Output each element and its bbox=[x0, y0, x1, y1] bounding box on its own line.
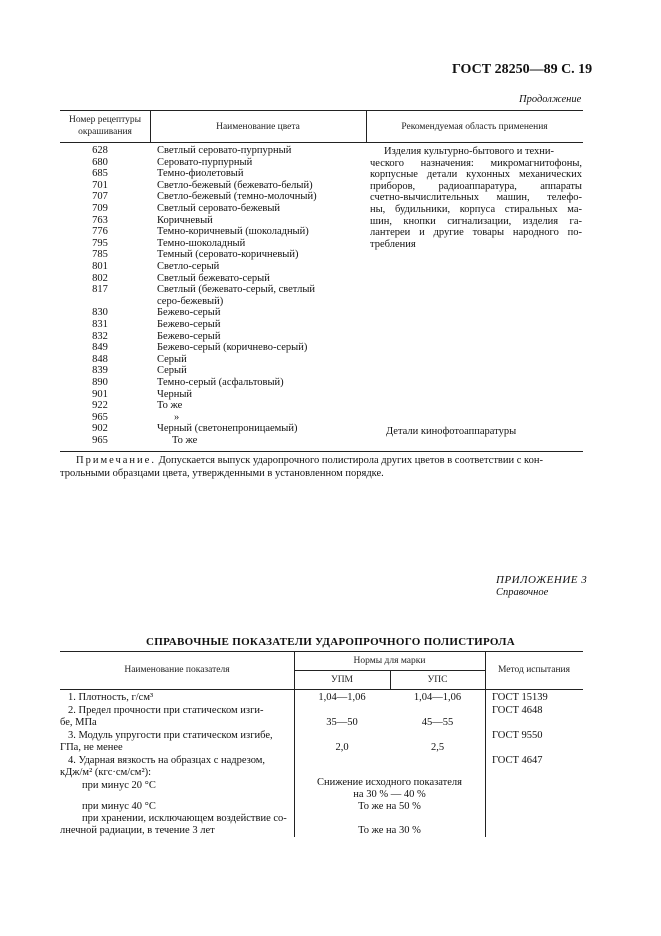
ref-header-norm: Нормы для марки bbox=[353, 656, 426, 666]
ref-header-method: Метод испытания bbox=[497, 665, 571, 675]
color-row-code: 801 bbox=[92, 261, 108, 272]
color-row-code: 849 bbox=[92, 342, 108, 354]
color-row-code: 785 bbox=[92, 249, 108, 261]
ref-row-4-val-2: То же на 50 % bbox=[358, 801, 421, 812]
ref-row-4-sub-2: при минус 40 °С bbox=[82, 801, 156, 812]
color-table-header-rule bbox=[60, 142, 583, 143]
appendix-subtitle: Справочное bbox=[496, 587, 549, 598]
color-row-name: Коричневый bbox=[157, 214, 213, 226]
note-text-2: трольными образцами цвета, утвержденными в установленном порядке. bbox=[60, 468, 384, 479]
color-row-name: То же bbox=[172, 435, 198, 446]
color-row-code: 776 bbox=[92, 226, 108, 238]
color-row-name: То же bbox=[157, 400, 183, 412]
color-row-code: 839 bbox=[92, 365, 108, 377]
color-row-name: Бежево-серый bbox=[157, 307, 221, 319]
ref-row-4-sub-3b: лнечной радиации, в течение 3 лет bbox=[60, 825, 215, 836]
color-row-name: Темный (серовато-коричневый) bbox=[157, 249, 299, 261]
color-row-name: » bbox=[174, 411, 180, 423]
ref-body-divider-1 bbox=[294, 689, 295, 837]
color-row-code: 922 bbox=[92, 400, 108, 412]
color-row-code: 709 bbox=[92, 203, 108, 214]
continuation-label: Продолжение bbox=[519, 94, 582, 105]
color-row-name: Темно-серый (асфальтовый) bbox=[157, 377, 284, 388]
appendix-title: ПРИЛОЖЕНИЕ 3 bbox=[496, 574, 588, 586]
color-row-code: 901 bbox=[92, 388, 108, 400]
color-row-code: 685 bbox=[92, 168, 108, 180]
ref-row-4-sub-1: при минус 20 °С bbox=[82, 780, 156, 791]
color-row-name: Черный (светонепроницаемый) bbox=[157, 423, 298, 435]
color-table-header-code: Номер рецептуры окрашивания bbox=[68, 115, 142, 137]
color-row-code: 830 bbox=[92, 307, 108, 319]
note bbox=[76, 455, 543, 466]
ref-row-4-name-2: кДж/м² (кгс·см/см²): bbox=[60, 767, 152, 778]
color-row-name: Светлый серовато-бежевый bbox=[157, 203, 281, 214]
ref-table-header-rule bbox=[60, 689, 583, 690]
ref-row-4-name-1: 4. Ударная вязкость на образцах с надрезом, bbox=[68, 755, 266, 766]
ref-row-1-upm: 1,04—1,06 bbox=[318, 692, 366, 703]
ref-row-1-method: ГОСТ 15139 bbox=[492, 692, 548, 703]
color-table-top-rule bbox=[60, 110, 583, 111]
color-table-header-name: Наименование цвета bbox=[216, 122, 300, 132]
ref-row-4-method: ГОСТ 4647 bbox=[492, 755, 543, 766]
ref-row-3-name-2: ГПа, не менее bbox=[60, 742, 123, 753]
color-row-name: Светло-бежевый (бежевато-белый) bbox=[157, 179, 313, 191]
color-row-code: 902 bbox=[92, 423, 108, 435]
note-label: Примечание. bbox=[76, 455, 156, 466]
ref-row-4-val-1a: Снижение исходного показателя bbox=[317, 777, 462, 788]
color-row-name: Бежево-серый bbox=[157, 319, 221, 330]
color-row-name: Светлый (бежевато-серый, светлый bbox=[157, 284, 316, 296]
ref-row-4-sub-3a: при хранении, исключающем воздействие со- bbox=[82, 813, 287, 824]
ref-body-divider-3 bbox=[485, 689, 486, 837]
color-row-name: Темно-коричневый (шоколадный) bbox=[157, 226, 309, 238]
color-row-code: 832 bbox=[92, 330, 108, 342]
color-row-code: 802 bbox=[92, 272, 108, 284]
ref-header-name: Наименование показателя bbox=[124, 665, 230, 675]
color-row-code: 680 bbox=[92, 156, 108, 168]
color-table-header-usage: Рекомендуемая область применения bbox=[401, 122, 548, 132]
color-row-name: Бежево-серый bbox=[157, 330, 221, 342]
note-text-1: Допускается выпуск ударопрочного полистирола других цветов в соответствии с кон- bbox=[158, 455, 543, 466]
color-row-code: 890 bbox=[92, 377, 108, 388]
ref-row-4-val-3: То же на 30 % bbox=[358, 825, 421, 836]
ref-row-1-ups: 1,04—1,06 bbox=[413, 692, 462, 703]
color-row-code: 763 bbox=[92, 214, 108, 226]
color-row-name: Бежево-серый (коричнево-серый) bbox=[157, 342, 308, 354]
ref-table-title: СПРАВОЧНЫЕ ПОКАЗАТЕЛИ УДАРОПРОЧНОГО ПОЛИСТИРОЛА bbox=[146, 636, 515, 648]
ref-row-3-name-1: 3. Модуль упругости при статическом изгибе, bbox=[68, 730, 273, 741]
color-row-name: Светлый бежевато-серый bbox=[157, 272, 270, 284]
ref-row-1-name: 1. Плотность, г/см³ bbox=[68, 692, 154, 703]
color-row-code: 965 bbox=[92, 411, 108, 423]
color-row-name: Темно-фиолетовый bbox=[157, 168, 244, 180]
color-row-name: Светлый серовато-пурпурный bbox=[157, 145, 292, 156]
color-row-code: 848 bbox=[92, 353, 108, 365]
ref-row-3-upm: 2,0 bbox=[335, 742, 349, 753]
page-title: ГОСТ 28250—89 С. 19 bbox=[452, 62, 593, 77]
color-row-code: 795 bbox=[92, 237, 108, 249]
ref-row-2-name-1: 2. Предел прочности при статическом изги- bbox=[68, 705, 264, 716]
color-row-name: Черный bbox=[157, 388, 193, 400]
color-row-code: 701 bbox=[92, 179, 108, 191]
color-row-name: Серый bbox=[157, 353, 187, 365]
usage-last: Детали кинофотоаппаратуры bbox=[386, 426, 517, 437]
color-row-code: 817 bbox=[92, 284, 108, 296]
ref-row-3-ups: 2,5 bbox=[430, 742, 445, 753]
color-row-code: 831 bbox=[92, 319, 108, 330]
color-row-name: Серовато-пурпурный bbox=[157, 156, 253, 168]
color-row-name: Темно-шоколадный bbox=[157, 237, 246, 249]
color-row-code: 965 bbox=[92, 435, 108, 446]
color-row-name: Светло-серый bbox=[157, 261, 220, 272]
color-row-name: серо-бежевый) bbox=[157, 295, 224, 307]
color-row-name: Серый bbox=[157, 365, 187, 377]
ref-table-top-rule bbox=[60, 651, 583, 652]
ref-row-2-upm: 35—50 bbox=[326, 717, 358, 728]
ref-row-2-method: ГОСТ 4648 bbox=[492, 705, 543, 716]
ref-header-upm: УПМ bbox=[330, 675, 354, 685]
ref-row-4-val-1b: на 30 % — 40 % bbox=[353, 789, 426, 800]
ref-row-2-name-2: бе, МПа bbox=[60, 717, 97, 728]
color-row-name: Светло-бежевый (темно-молочный) bbox=[157, 191, 317, 203]
ref-header-ups: УПС bbox=[427, 675, 448, 685]
color-row-code: 628 bbox=[92, 145, 108, 156]
color-row-code: 707 bbox=[92, 191, 108, 203]
ref-row-3-method: ГОСТ 9550 bbox=[492, 730, 543, 741]
usage-main: Изделия культурно-бытового и техни- ческого назначения: микромагнитофоны, корпусные детали кухонных механических приборов, радиоаппаратура, аппараты счетно-вычислительных машин, телефо- ны, будильники, корпуса стиральных ма- шин, кнопки сигнализации, изделия га- лантереи и другие товары народного по- требления bbox=[370, 146, 582, 250]
ref-row-2-ups: 45—55 bbox=[421, 717, 454, 728]
color-table-bottom-rule bbox=[60, 451, 583, 452]
